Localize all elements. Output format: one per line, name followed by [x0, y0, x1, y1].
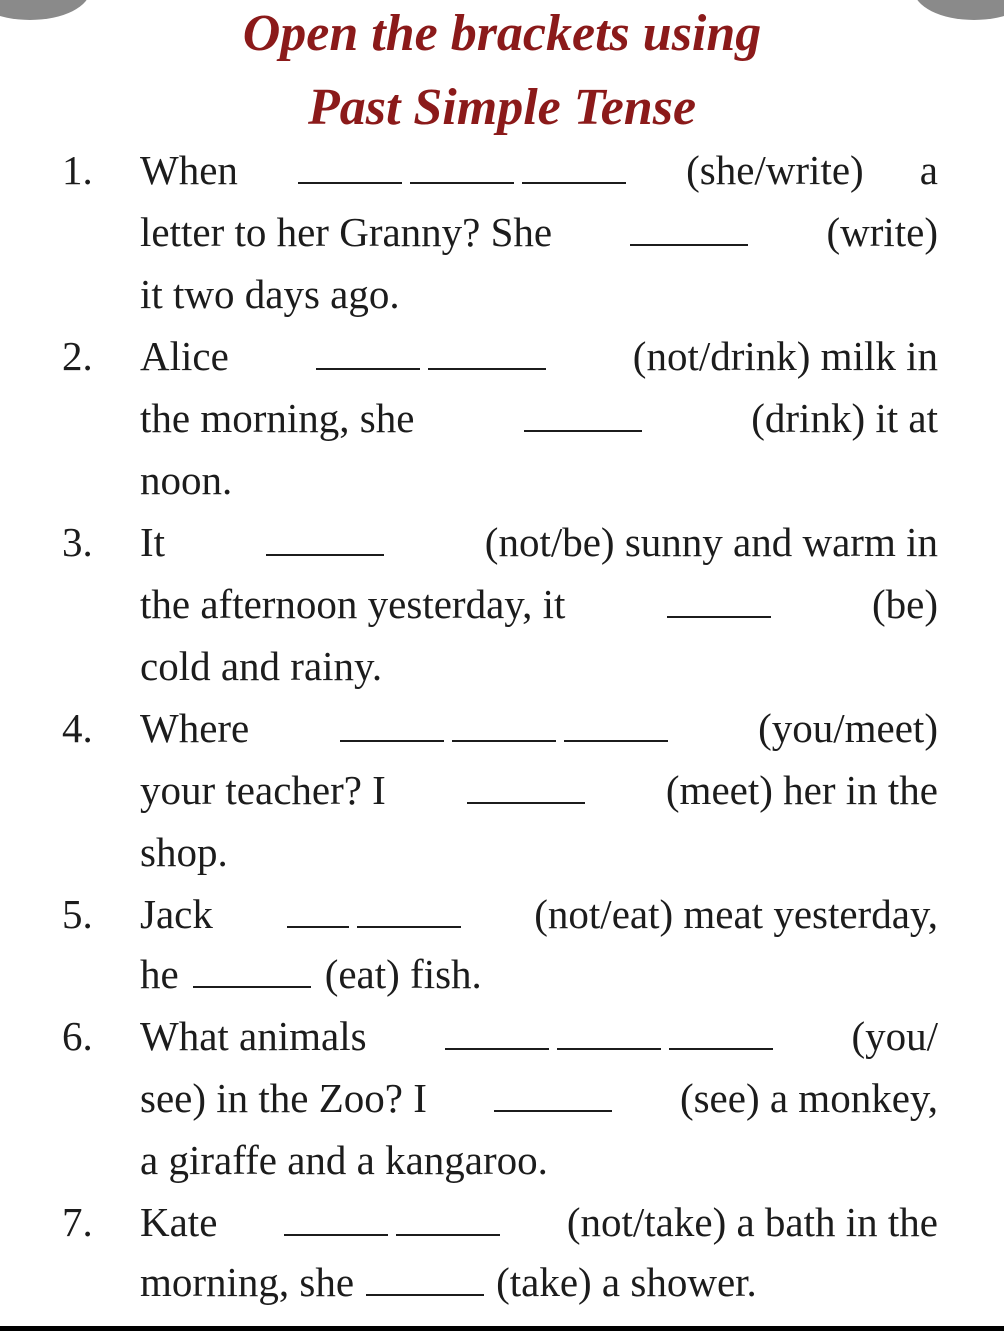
- item-2-line-3: [140, 452, 938, 508]
- answer-blank[interactable]: [357, 926, 461, 928]
- bottom-border: [0, 1326, 1004, 1331]
- text: a: [919, 147, 938, 193]
- blank-group: [312, 368, 550, 370]
- item-7-line-1: [140, 1194, 938, 1250]
- text: (write): [826, 209, 938, 255]
- blank-group: [336, 740, 672, 742]
- answer-blank[interactable]: [287, 926, 349, 928]
- item-4-line-3: [140, 824, 938, 880]
- item-6-line-1: [140, 1008, 938, 1064]
- text: letter to her Granny? She: [140, 209, 553, 255]
- item-4-line-1: [140, 700, 938, 756]
- item-2-line-2: [140, 390, 938, 446]
- text: (not/drink) milk in: [632, 333, 938, 379]
- text: he: [140, 951, 179, 997]
- answer-blank[interactable]: [316, 368, 420, 370]
- blank-group: [283, 926, 465, 928]
- text: (you/meet): [758, 705, 938, 751]
- answer-blank[interactable]: [266, 554, 384, 556]
- item-2-number: 2.: [62, 333, 93, 379]
- answer-blank[interactable]: [667, 616, 771, 618]
- blank-group: [280, 1234, 504, 1236]
- item-1-line-1: [140, 142, 938, 198]
- text: (be): [871, 581, 938, 627]
- text: Jack: [140, 891, 213, 937]
- item-2-line-1: [140, 328, 938, 384]
- title-line-1: Open the brackets using: [242, 5, 762, 62]
- text: the morning, she: [140, 395, 415, 441]
- item-5-line-1: [140, 886, 938, 942]
- item-4-number: 4.: [62, 705, 93, 751]
- answer-blank[interactable]: [524, 430, 642, 432]
- text: (meet) her in the: [665, 767, 938, 813]
- text: morning, she: [140, 1259, 355, 1305]
- item-7-number: 7.: [62, 1199, 93, 1245]
- item-1-line-3: [140, 266, 938, 322]
- answer-blank[interactable]: [410, 182, 514, 184]
- item-5-line-2: [140, 946, 938, 1002]
- item-6-number: 6.: [62, 1013, 93, 1059]
- answer-blank[interactable]: [396, 1234, 500, 1236]
- answer-blank[interactable]: [452, 740, 556, 742]
- answer-blank[interactable]: [564, 740, 668, 742]
- text: a giraffe and a kangaroo.: [140, 1137, 548, 1183]
- text: Where: [140, 705, 250, 751]
- blank-group: [294, 182, 630, 184]
- answer-blank[interactable]: [669, 1048, 773, 1050]
- answer-blank[interactable]: [630, 244, 748, 246]
- text: cold and rainy.: [140, 643, 383, 689]
- answer-blank[interactable]: [494, 1110, 612, 1112]
- item-7-line-2: [140, 1254, 938, 1310]
- text: (not/eat) meat yesterday,: [534, 891, 938, 937]
- text: (not/take) a bath in the: [566, 1199, 938, 1245]
- text: (you/: [851, 1013, 938, 1059]
- text: (drink) it at: [751, 395, 938, 441]
- title-line-2: Past Simple Tense: [307, 79, 697, 136]
- item-1-line-2: [140, 204, 938, 260]
- text: (she/write): [686, 147, 864, 193]
- text: (take) a shower.: [496, 1259, 757, 1305]
- answer-blank[interactable]: [445, 1048, 549, 1050]
- item-4-line-2: [140, 762, 938, 818]
- answer-blank[interactable]: [298, 182, 402, 184]
- text: the afternoon yesterday, it: [140, 581, 566, 627]
- item-6-line-3: [140, 1132, 938, 1188]
- item-3-line-1: [140, 514, 938, 570]
- item-1-number: 1.: [62, 147, 93, 193]
- text: it two days ago.: [140, 271, 400, 317]
- answer-blank[interactable]: [467, 802, 585, 804]
- blank-group: [441, 1048, 777, 1050]
- answer-blank[interactable]: [557, 1048, 661, 1050]
- answer-blank[interactable]: [366, 1294, 484, 1296]
- answer-blank[interactable]: [340, 740, 444, 742]
- answer-blank[interactable]: [428, 368, 546, 370]
- item-5-number: 5.: [62, 891, 93, 937]
- text: (eat) fish.: [324, 951, 482, 997]
- text: (see) a monkey,: [679, 1075, 938, 1121]
- text: Kate: [140, 1199, 218, 1245]
- answer-blank[interactable]: [193, 986, 311, 988]
- text: see) in the Zoo? I: [140, 1075, 427, 1121]
- item-3-line-3: [140, 638, 938, 694]
- answer-blank[interactable]: [284, 1234, 388, 1236]
- text: It: [140, 519, 166, 565]
- text: (not/be) sunny and warm in: [484, 519, 938, 565]
- text: noon.: [140, 457, 233, 503]
- text: Alice: [140, 333, 229, 379]
- text: your teacher? I: [140, 767, 386, 813]
- item-6-line-2: [140, 1070, 938, 1126]
- text: shop.: [140, 829, 228, 875]
- answer-blank[interactable]: [522, 182, 626, 184]
- item-3-line-2: [140, 576, 938, 632]
- text: What animals: [140, 1013, 367, 1059]
- text: When: [140, 147, 238, 193]
- item-3-number: 3.: [62, 519, 93, 565]
